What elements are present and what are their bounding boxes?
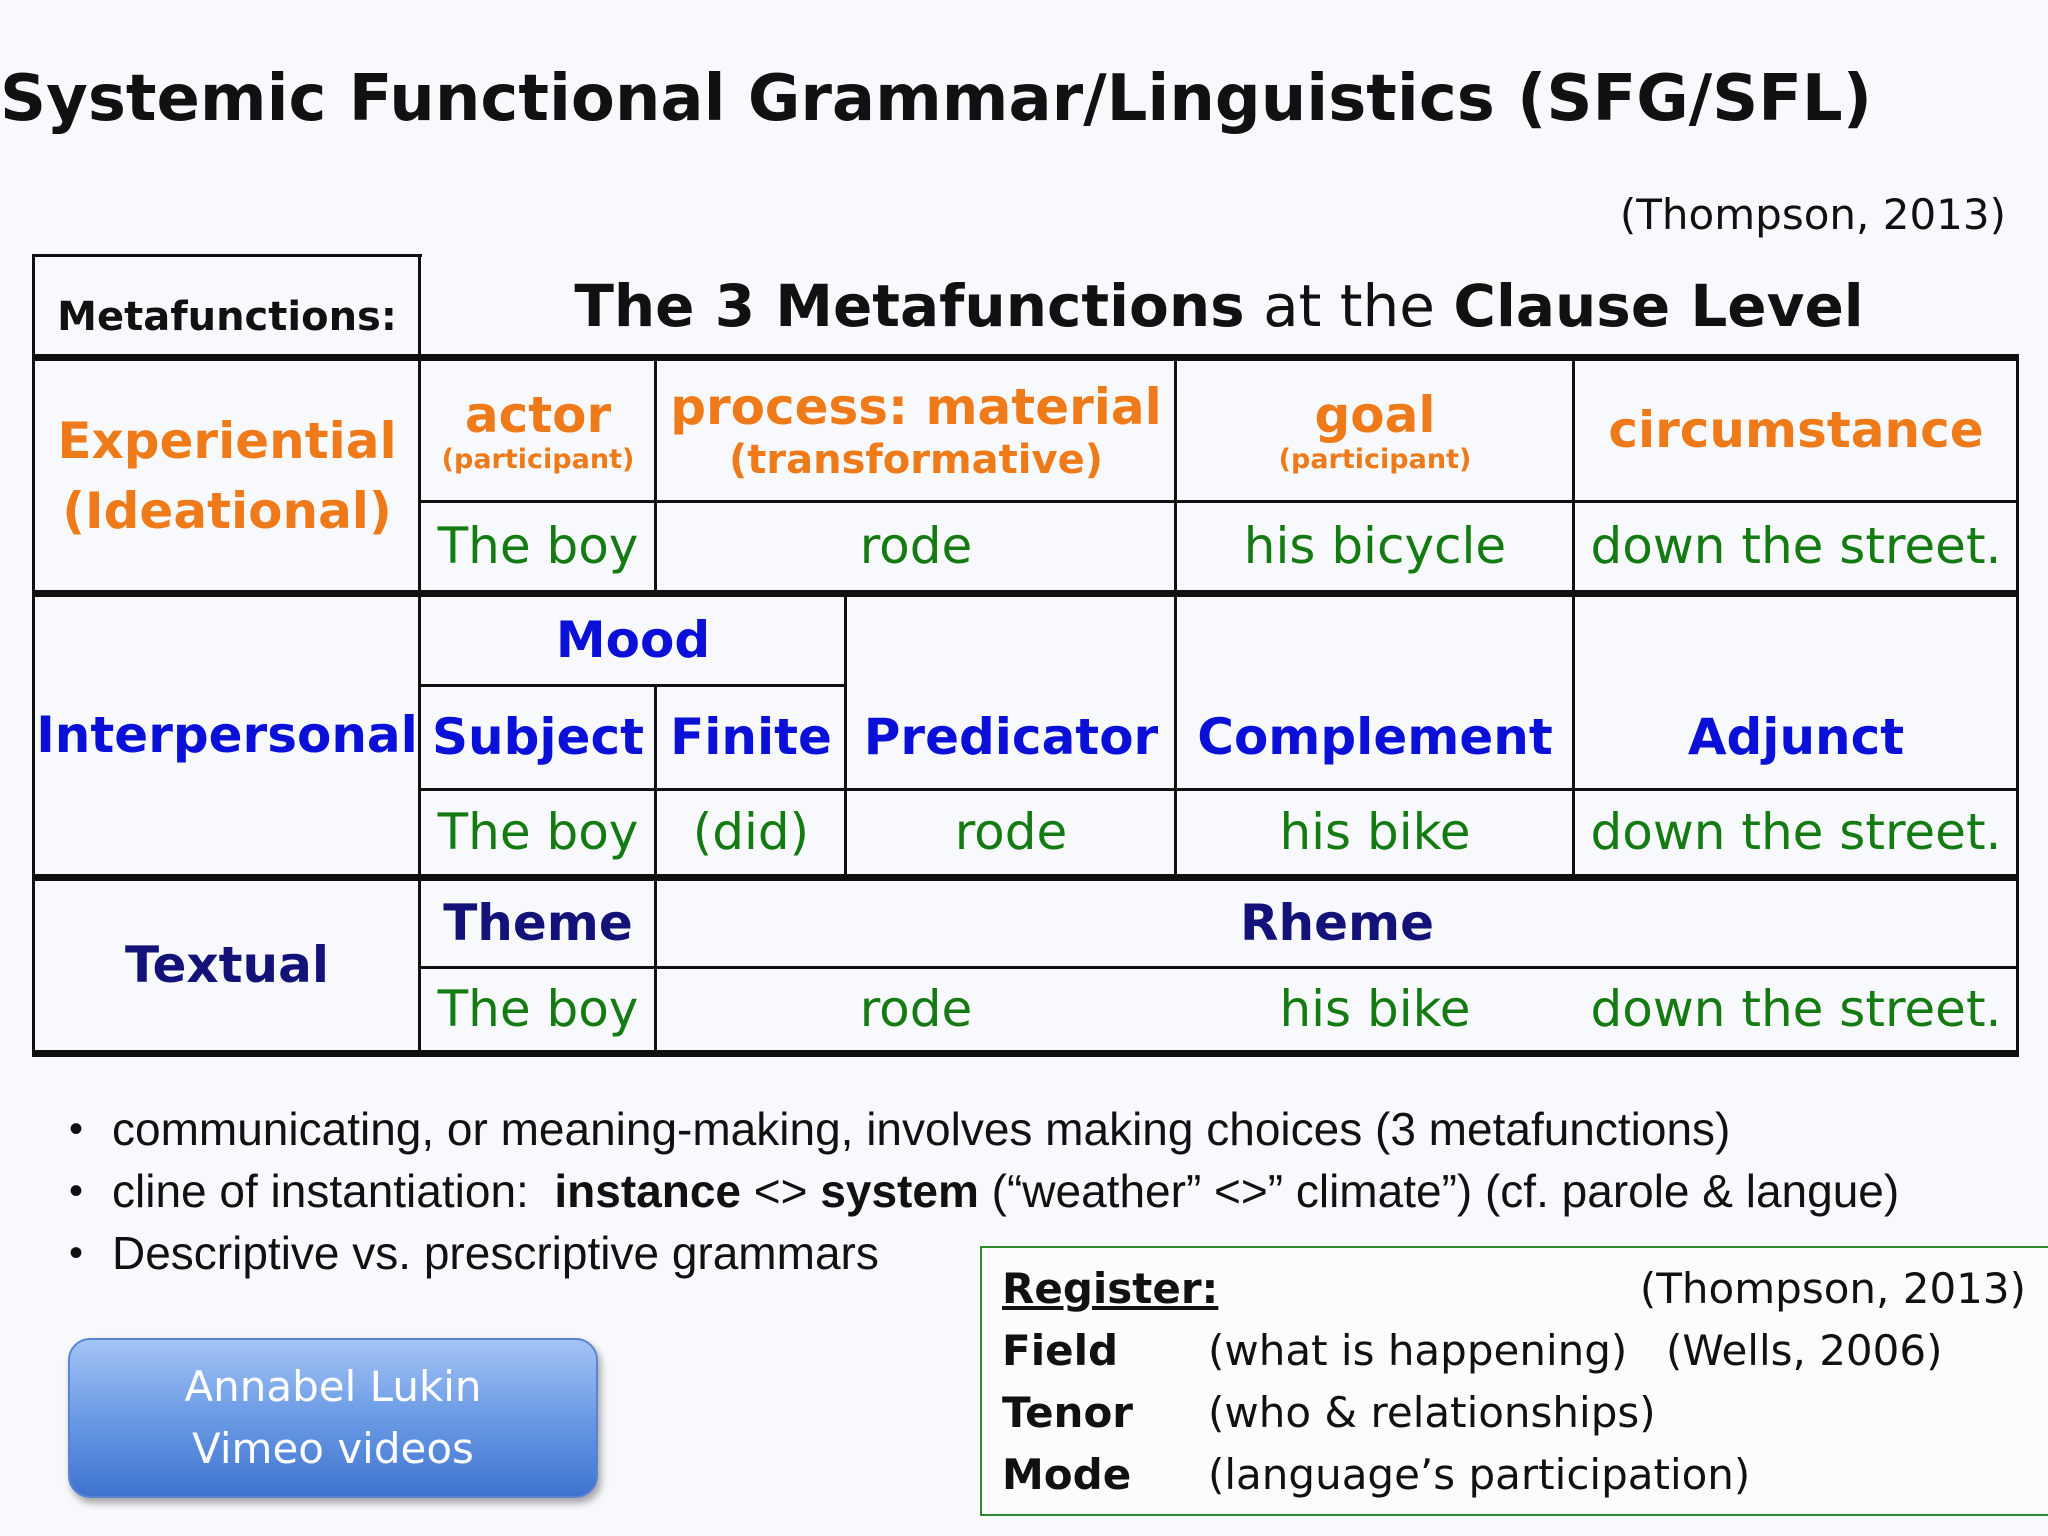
table-rule-header	[32, 354, 2019, 361]
bullet-item	[40, 1160, 2000, 1222]
process-label: process: material	[670, 378, 1162, 437]
bullet-text-mid: <>	[741, 1165, 821, 1217]
slide-title: Systemic Functional Grammar/Linguistics (SFG/SFL)	[0, 62, 1872, 136]
subject-label: Subject	[432, 708, 644, 767]
int-example-finite: (did)	[692, 803, 810, 862]
register-citation-1: (Thompson, 2013)	[1639, 1264, 2026, 1313]
finite-label: Finite	[670, 708, 832, 767]
register-value: (what is happening)	[1208, 1326, 1628, 1375]
process-cell	[657, 361, 1175, 501]
register-row-field	[1002, 1320, 1627, 1382]
bullet-text-post: (“weather” <>” climate”) (cf. parole & langue)	[978, 1165, 1900, 1217]
register-key: Tenor	[1002, 1388, 1134, 1437]
interpersonal-label: Interpersonal	[36, 706, 418, 765]
exp-example-subject: The boy	[437, 517, 639, 576]
predicator-label: Predicator	[863, 708, 1159, 767]
bullet-text	[112, 1160, 1899, 1222]
exp-example-circumstance: down the street.	[1590, 517, 2002, 576]
table-heading-bold-1: The 3 Metafunctions	[574, 271, 1245, 340]
register-key: Mode	[1002, 1450, 1132, 1499]
experiential-label-line1: Experiential	[57, 412, 397, 470]
txt-example-rheme-1: rode	[859, 980, 973, 1039]
table-rule-int-bottom	[32, 874, 2019, 881]
complement-label: Complement	[1197, 708, 1553, 767]
register-row-mode	[1002, 1444, 1750, 1506]
vimeo-button-line1: Annabel Lukin	[184, 1362, 482, 1411]
register-value: (who & relationships)	[1208, 1388, 1656, 1437]
table-heading-plain: at the	[1244, 271, 1454, 340]
register-value: (language’s participation)	[1208, 1450, 1751, 1499]
bullet-text-pre: cline of instantiation:	[112, 1165, 555, 1217]
exp-example-goal: his bicycle	[1243, 517, 1507, 576]
experiential-label	[35, 361, 419, 591]
circumstance-label: circumstance	[1608, 401, 1984, 460]
int-example-predicator: rode	[954, 803, 1068, 862]
rheme-label: Rheme	[1239, 894, 1435, 953]
goal-cell	[1177, 361, 1573, 501]
int-example-subject: The boy	[437, 803, 639, 862]
table-heading	[421, 258, 2017, 354]
register-citation-2: (Wells, 2006)	[1666, 1326, 1943, 1375]
register-box	[980, 1246, 2048, 1516]
goal-sub: (participant)	[1278, 444, 1472, 476]
txt-example-theme: The boy	[437, 980, 639, 1039]
register-heading: Register:	[1002, 1264, 1219, 1313]
actor-label: actor	[464, 385, 612, 444]
goal-label: goal	[1314, 385, 1436, 444]
mood-label: Mood	[555, 611, 711, 670]
textual-label: Textual	[124, 936, 329, 995]
bullet-icon: •	[68, 1231, 83, 1275]
actor-sub: (participant)	[441, 444, 635, 476]
process-sub: (transformative)	[728, 436, 1103, 483]
txt-example-rheme-3: down the street.	[1590, 980, 2002, 1039]
theme-label: Theme	[443, 894, 633, 953]
experiential-label-line2: (Ideational)	[62, 482, 392, 540]
corner-label: Metafunctions:	[57, 294, 397, 340]
bullet-text-instance: instance	[554, 1165, 742, 1217]
table-heading-bold-2: Clause Level	[1453, 271, 1864, 340]
exp-example-process: rode	[859, 517, 973, 576]
adjunct-label: Adjunct	[1687, 708, 1905, 767]
bullet-text: communicating, or meaning-making, involves making choices (3 metafunctions)	[112, 1103, 1731, 1155]
register-key: Field	[1002, 1326, 1119, 1375]
txt-example-rheme-2: his bike	[1279, 980, 1471, 1039]
vimeo-button-line2: Vimeo videos	[192, 1424, 474, 1473]
bullet-text-system: system	[820, 1165, 979, 1217]
int-example-adjunct: down the street.	[1590, 803, 2002, 862]
int-example-complement: his bike	[1279, 803, 1471, 862]
register-heading-row	[1002, 1258, 1218, 1320]
table-border-top-left	[32, 254, 422, 257]
bullet-text: Descriptive vs. prescriptive grammars	[112, 1227, 879, 1279]
table-rule-bottom	[32, 1050, 2019, 1057]
circumstance-cell	[1575, 361, 2017, 501]
annabel-lukin-vimeo-button[interactable]	[68, 1338, 598, 1498]
table-rule-exp-bottom	[32, 590, 2019, 597]
bullet-item	[40, 1098, 2000, 1160]
citation: (Thompson, 2013)	[1619, 190, 2006, 239]
actor-cell	[421, 361, 655, 501]
register-row-tenor	[1002, 1382, 1656, 1444]
bullet-icon: •	[68, 1107, 83, 1151]
bullet-icon: •	[68, 1169, 83, 1213]
